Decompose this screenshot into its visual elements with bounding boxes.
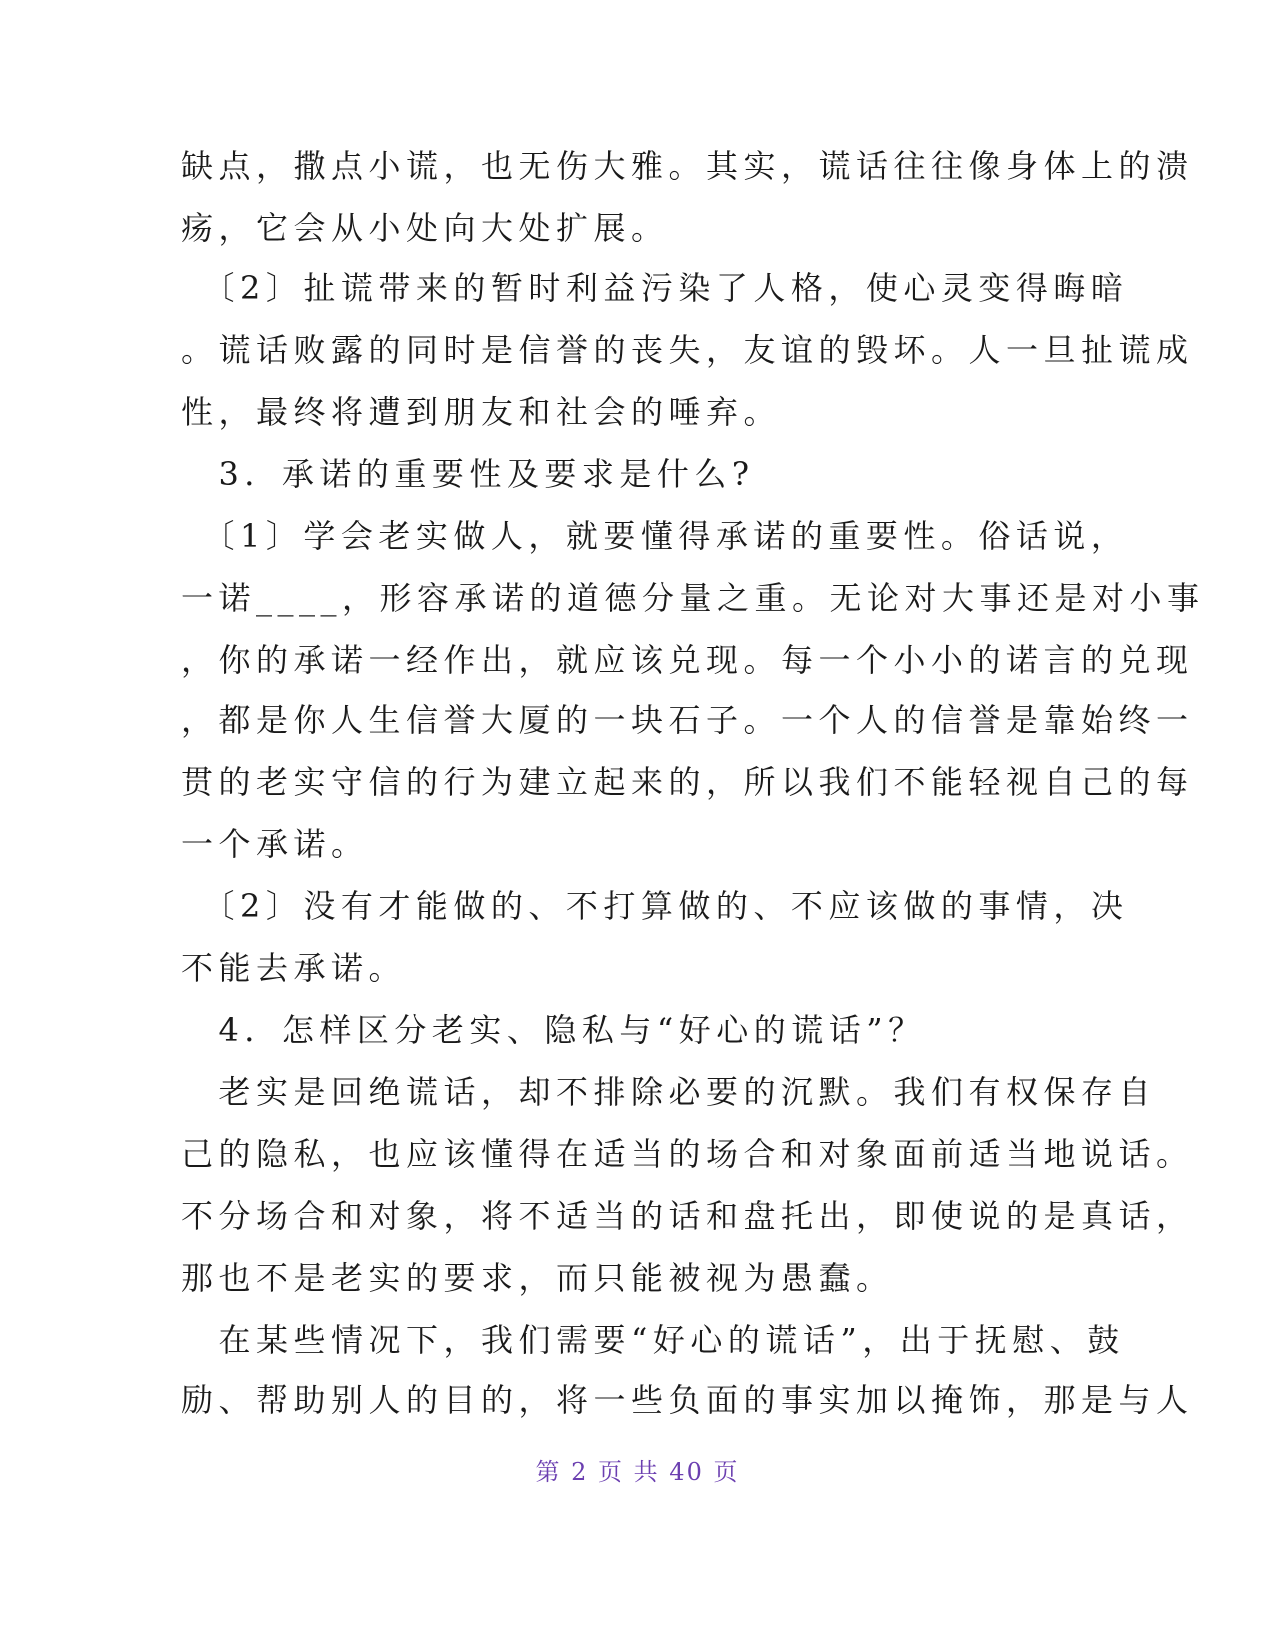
page-number-footer: 第 2 页 共 40 页	[535, 1458, 740, 1486]
text-line: 4．怎样区分老实、隐私与“好心的谎话”？	[181, 1011, 926, 1049]
text-line: 不分场合和对象，将不适当的话和盘托出，即使说的是真话，	[181, 1197, 1194, 1235]
text-line: 一诺____，形容承诺的道德分量之重。无论对大事还是对小事	[181, 579, 1205, 617]
text-line: 〔1〕学会老实做人，就要懂得承诺的重要性。俗话说，	[181, 517, 1129, 555]
text-line: 。谎话败露的同时是信誉的丧失，友谊的毁坏。人一旦扯谎成	[181, 331, 1194, 369]
text-line: 在某些情况下，我们需要“好心的谎话”，出于抚慰、鼓	[181, 1321, 1125, 1359]
text-line: 贯的老实守信的行为建立起来的，所以我们不能轻视自己的每	[181, 763, 1194, 801]
text-line: 缺点，撒点小谎，也无伤大雅。其实，谎话往往像身体上的溃	[181, 147, 1194, 185]
text-line: ，都是你人生信誉大厦的一块石子。一个人的信誉是靠始终一	[181, 701, 1194, 739]
text-line: 一个承诺。	[181, 825, 369, 863]
text-line: 〔2〕扯谎带来的暂时利益污染了人格，使心灵变得晦暗	[181, 269, 1129, 307]
text-line: 3．承诺的重要性及要求是什么?	[181, 455, 755, 493]
text-line: 疡，它会从小处向大处扩展。	[181, 209, 669, 247]
text-line: 老实是回绝谎话，却不排除必要的沉默。我们有权保存自	[181, 1073, 1157, 1111]
text-line: 性，最终将遭到朋友和社会的唾弃。	[181, 393, 782, 431]
text-line: ，你的承诺一经作出，就应该兑现。每一个小小的诺言的兑现	[181, 641, 1194, 679]
text-line: 不能去承诺。	[181, 949, 407, 987]
text-line: 〔2〕没有才能做的、不打算做的、不应该做的事情，决	[181, 887, 1129, 925]
text-line: 励、帮助别人的目的，将一些负面的事实加以掩饰，那是与人	[181, 1381, 1194, 1419]
text-line: 那也不是老实的要求，而只能被视为愚蠢。	[181, 1259, 894, 1297]
text-line: 己的隐私，也应该懂得在适当的场合和对象面前适当地说话。	[181, 1135, 1194, 1173]
